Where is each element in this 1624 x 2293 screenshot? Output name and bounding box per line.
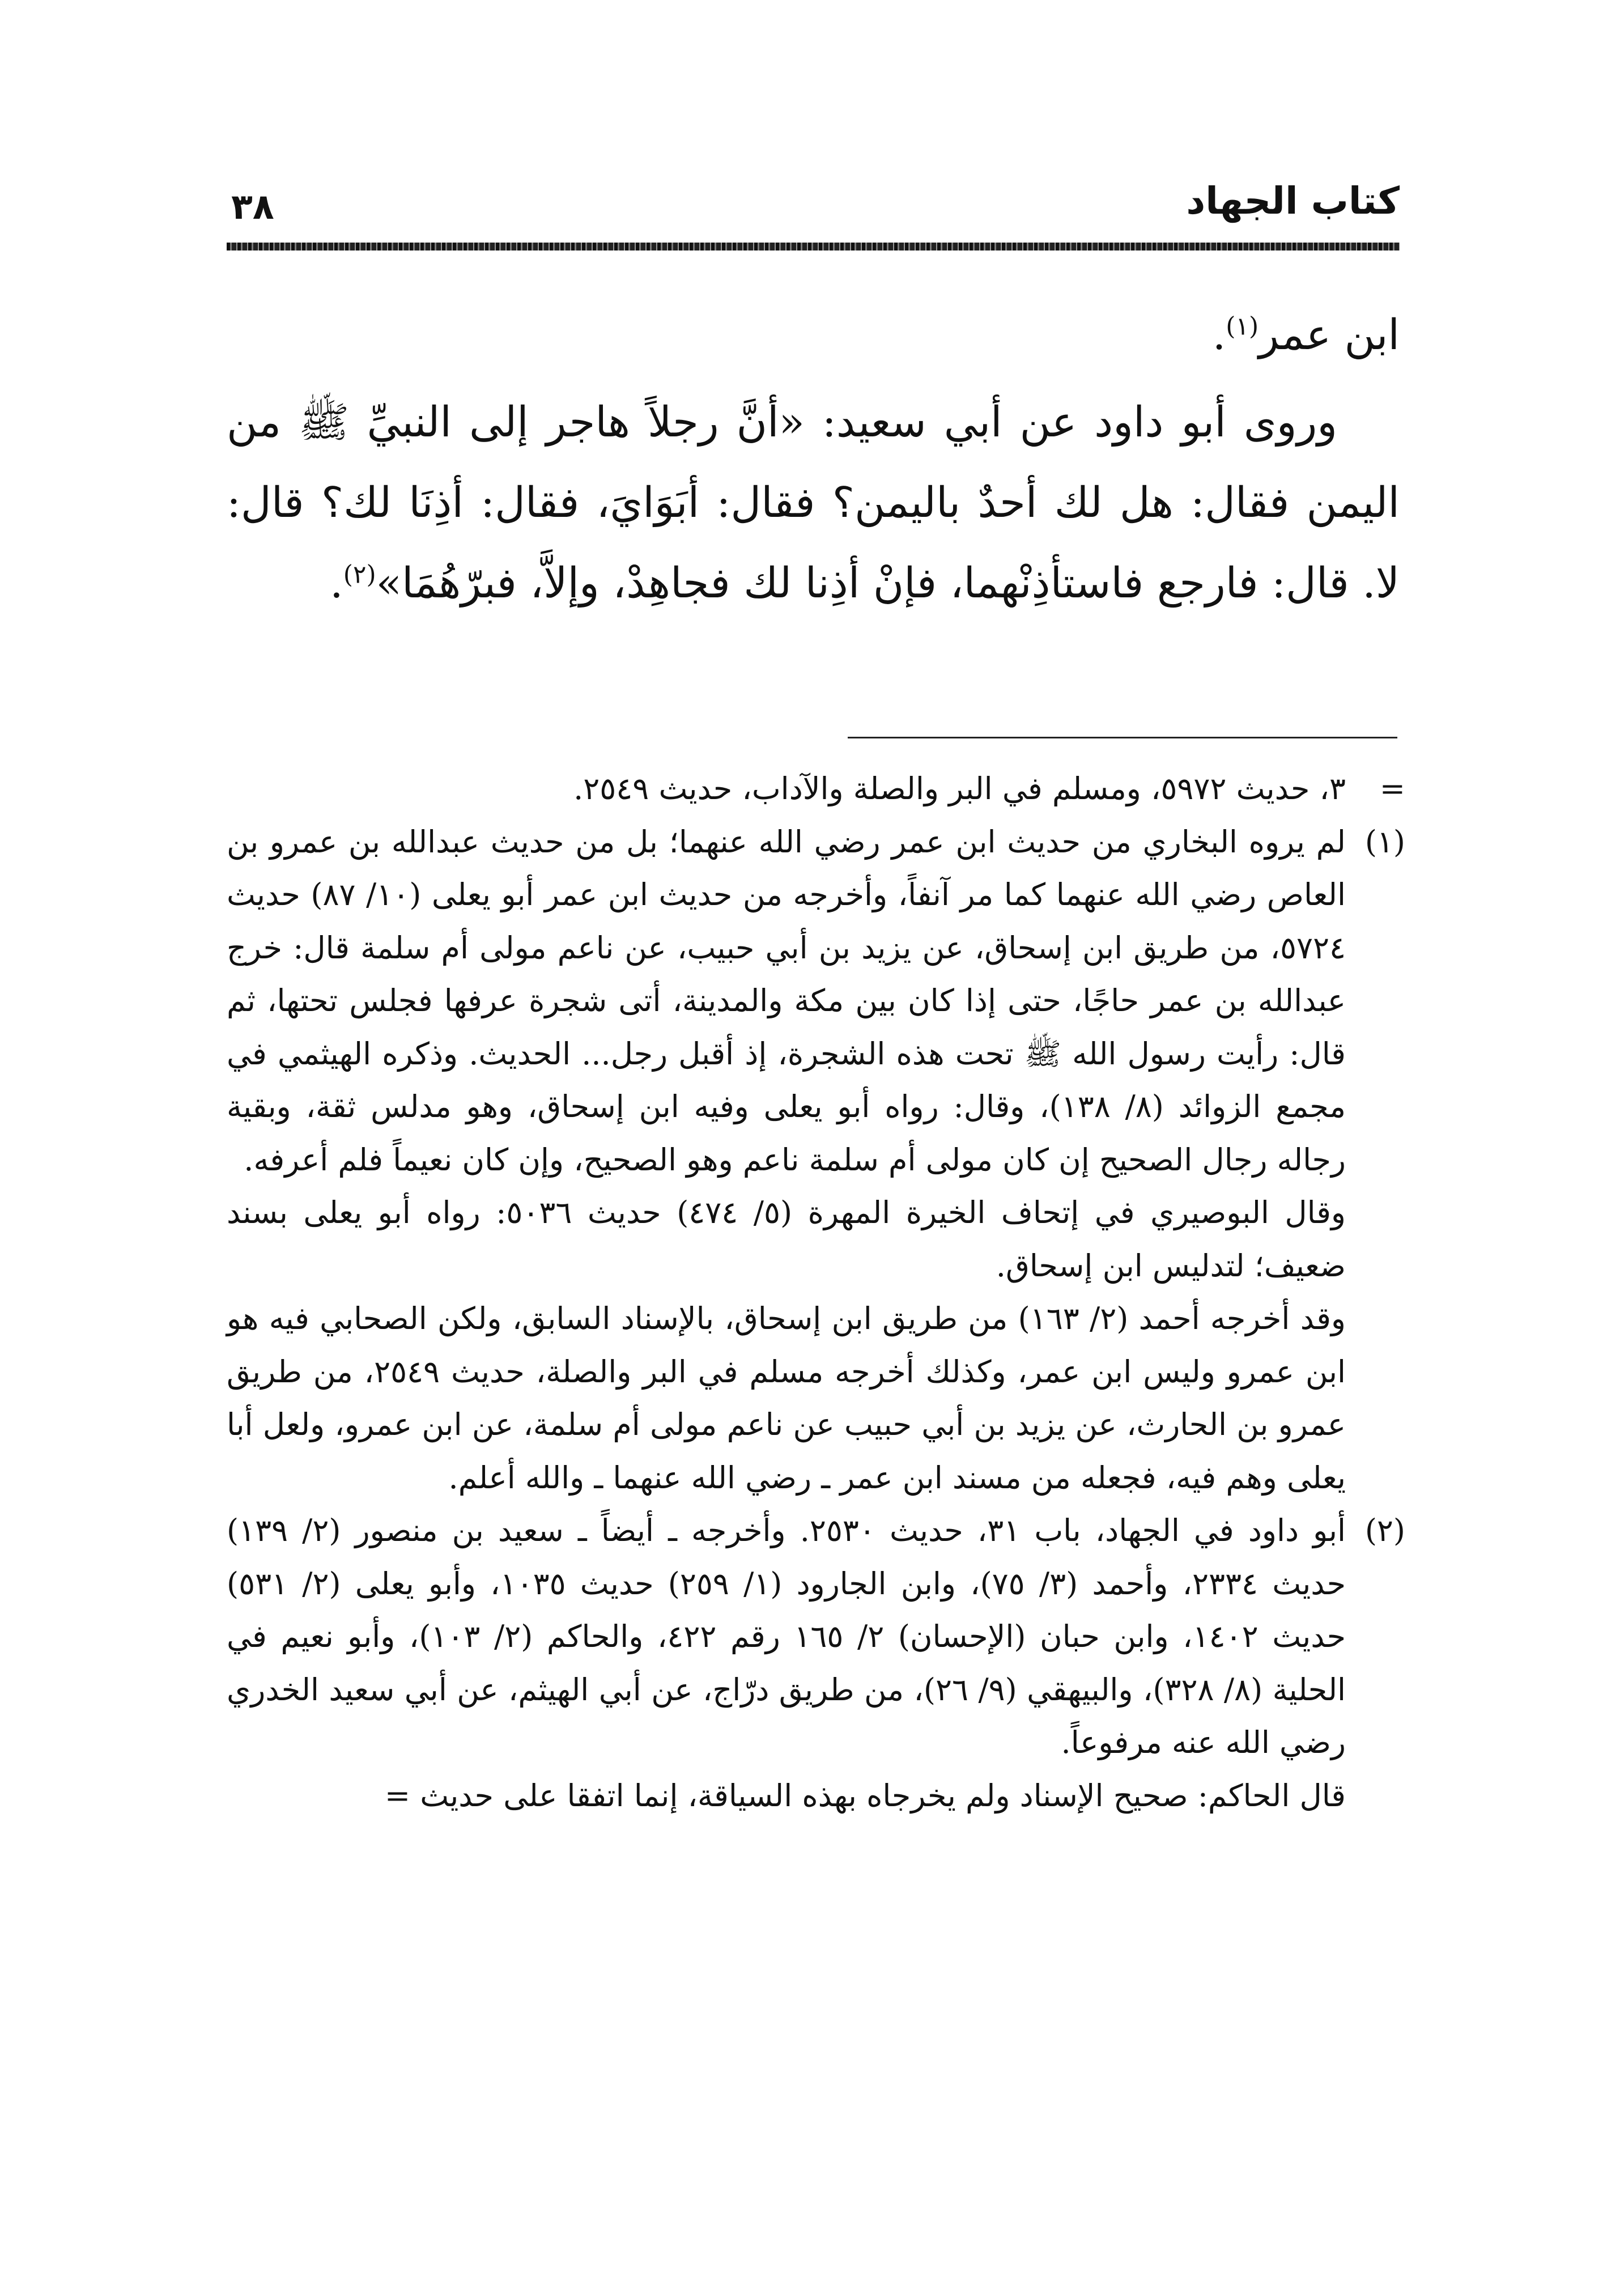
footnote-1-para-2: وقال البوصيري في إتحاف الخيرة المهرة (٥/ ٤٧٤) حديث ٥٠٣٦: رواه أبو يعلى بسند ضعيف؛ لتدليس ابن إسحاق. — [227, 1195, 1346, 1284]
footnote-continued — [227, 762, 1405, 816]
footnote-2-para-1: أبو داود في الجهاد، باب ٣١، حديث ٢٥٣٠. وأخرجه ـ أيضاً ـ سعيد بن منصور (٢/ ١٣٩) حديث ٢٣٣٤، وأحمد (٣/ ٧٥)، وابن الجارود (١/ ٢٥٩) حديث ١٠٣٥، وأبو يعلى (٢/ ٥٣١) حديث ١٤٠٢، وابن حبان (الإحسان) ٢/ ١٦٥ رقم ٤٢٢، والحاكم (٢/ ١٠٣)، وأبو نعيم في الحلية (٨/ ٣٢٨)، والبيهقي (٩/ ٢٦)، من طريق درّاج، عن أبي الهيثم، عن أبي سعيد الخدري رضي الله عنه مرفوعاً. — [227, 1513, 1346, 1760]
continuation-mark: = — [1379, 771, 1405, 806]
main-paragraph-1 — [227, 295, 1400, 375]
footnote-1-paragraph-3 — [227, 1292, 1400, 1504]
footnote-2-paragraph-2 — [227, 1769, 1400, 1823]
main-text — [227, 295, 1400, 623]
footnote-2 — [227, 1504, 1405, 1769]
footnote-1-para-1: لم يروه البخاري من حديث ابن عمر رضي الله عنهما؛ بل من حديث عبدالله بن عمرو بن العاص رضي الله عنهما كما مر آنفاً، وأخرجه من حديث ابن عمر أبو يعلى (١٠/ ٨٧) حديث ٥٧٢٤، من طريق ابن إسحاق، عن يزيد بن أبي حبيب، عن ناعم مولى أم سلمة قال: خرج عبدالله بن عمر حاجًا، حتى إذا كان بين مكة والمدينة، أتى شجرة عرفها فجلس تحتها، ثم قال: رأيت رسول الله ﷺ تحت هذه الشجرة، إذ أقبل رجل... الحديث. وذكره الهيثمي في مجمع الزوائد (٨/ ١٣٨)، وقال: رواه أبو يعلى وفيه ابن إسحاق، وهو مدلس ثقة، وبقية رجاله رجال الصحيح إن كان مولى أم سلمة ناعم وهو الصحيح، وإن كان نعيماً فلم أعرفه. — [227, 823, 1346, 1178]
footnote-separator — [848, 737, 1397, 738]
main-paragraph-2 — [227, 382, 1400, 623]
main-paragraph-1-end: . — [1212, 311, 1226, 359]
main-paragraph-2-text: وروى أبو داود عن أبي سعيد: «أنَّ رجلاً هاجر إلى النبيِّ ﷺ من اليمن فقال: هل لك أحدٌ باليمن؟ فقال: أبَوَايَ، فقال: أذِنَا لك؟ قال: لا. قال: فارجع فاستأذِنْهما، فإنْ أذِنا لك فجاهِدْ، وإلاَّ، فبرّهُمَا» — [227, 398, 1400, 608]
main-paragraph-1-text: ابن عمر — [1259, 311, 1400, 359]
page-header — [227, 170, 1400, 232]
footnote-ref-1: (١) — [1226, 312, 1259, 341]
footnotes — [227, 762, 1405, 1822]
footnote-2-number: (٢) — [1364, 1513, 1405, 1548]
footnote-continued-text: ٣، حديث ٥٩٧٢، ومسلم في البر والصلة والآداب، حديث ٢٥٤٩. — [573, 771, 1346, 806]
footnote-ref-2: (٢) — [343, 560, 376, 589]
footnote-2-para-2: قال الحاكم: صحيح الإسناد ولم يخرجاه بهذه السياقة، إنما اتفقا على حديث = — [384, 1777, 1346, 1814]
footnote-1-number: (١) — [1364, 823, 1405, 860]
header-rule — [227, 243, 1400, 250]
page-number: ٣٨ — [231, 186, 274, 227]
main-paragraph-2-end: . — [330, 559, 343, 608]
footnote-1-para-3: وقد أخرجه أحمد (٢/ ١٦٣) من طريق ابن إسحاق، بالإسناد السابق، ولكن الصحابي فيه هو ابن عمرو وليس ابن عمر، وكذلك أخرجه مسلم في البر والصلة، حديث ٢٥٤٩، من طريق عمرو بن الحارث، عن يزيد بن أبي حبيب عن ناعم مولى أم سلمة، عن ابن عمرو، ولعل أبا يعلى وهم فيه، فجعله من مسند ابن عمر ـ رضي الله عنهما ـ والله أعلم. — [227, 1301, 1346, 1496]
running-title: كتاب الجهاد — [1186, 179, 1400, 223]
footnote-1-paragraph-2 — [227, 1186, 1400, 1292]
footnote-1 — [227, 816, 1405, 1187]
